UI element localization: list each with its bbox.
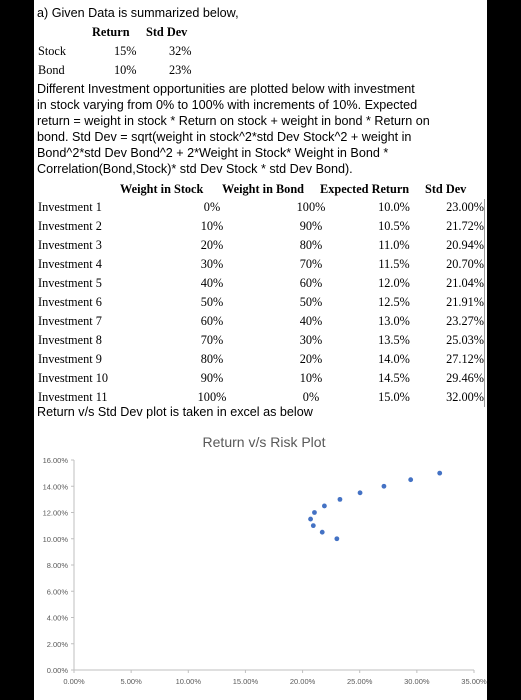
chart-intro-line: Return v/s Std Dev plot is taken in excel as below (37, 405, 313, 419)
x-tick-label: 20.00% (289, 677, 316, 686)
table-cell-weight-stock: 20% (200, 238, 224, 252)
table-cell-expected-return: 15.0% (378, 390, 410, 404)
table-cell-weight-bond: 80% (299, 238, 323, 252)
x-tick-label: 30.00% (404, 677, 430, 686)
table-cell-weight-stock: 90% (200, 371, 224, 385)
return-risk-scatter-chart (34, 430, 487, 700)
x-tick-label: 15.00% (232, 677, 259, 686)
summary-row-label: Stock (38, 44, 67, 58)
data-point (408, 477, 413, 482)
paragraph-line: Different Investment opportunities are plotted below with investment (37, 82, 415, 96)
table-cell-weight-bond: 90% (299, 219, 323, 233)
table-cell-std-dev: 25.03% (446, 333, 484, 347)
y-tick-label: 0.00% (46, 666, 68, 675)
table-cell-std-dev: 23.00% (446, 200, 484, 214)
table-cell-std-dev: 32.00% (446, 390, 484, 404)
table-cell-weight-bond: 0% (302, 390, 320, 404)
data-point (312, 510, 317, 515)
table-cell-label: Investment 7 (38, 314, 102, 328)
table-cell-weight-stock: 70% (200, 333, 224, 347)
table-cell-label: Investment 9 (38, 352, 102, 366)
table-cell-weight-stock: 50% (200, 295, 224, 309)
table-cell-expected-return: 14.0% (378, 352, 410, 366)
table-cell-label: Investment 5 (38, 276, 102, 290)
data-point (334, 536, 339, 541)
table-cell-expected-return: 11.0% (378, 238, 410, 252)
table-cell-expected-return: 12.0% (378, 276, 410, 290)
table-cell-weight-bond: 60% (299, 276, 323, 290)
data-point (358, 490, 363, 495)
paragraph-line: Correlation(Bond,Stock)* std Dev Stock * std Dev Bond). (37, 162, 353, 176)
table-cell-std-dev: 27.12% (446, 352, 484, 366)
paragraph-line: Bond^2*std Dev Bond^2 + 2*Weight in Stock* Weight in Bond * (37, 146, 389, 160)
table-cell-weight-bond: 10% (299, 371, 323, 385)
x-tick-label: 35.00% (461, 677, 487, 686)
table-cell-weight-stock: 80% (200, 352, 224, 366)
document-page (34, 0, 487, 700)
paragraph-line: bond. Std Dev = sqrt(weight in stock^2*std Dev Stock^2 + weight in (37, 130, 412, 144)
paragraph-line: in stock varying from 0% to 100% with increments of 10%. Expected (37, 98, 418, 112)
summary-row-return: 15% (114, 44, 137, 58)
table-cell-label: Investment 6 (38, 295, 102, 309)
x-tick-label: 5.00% (120, 677, 142, 686)
data-point (311, 523, 316, 528)
y-tick-label: 10.00% (42, 534, 68, 544)
x-tick-label: 0.00% (63, 677, 85, 686)
table-cell-expected-return: 13.5% (378, 333, 410, 347)
y-tick-label: 8.00% (46, 561, 68, 570)
table-cell-weight-stock: 10% (200, 219, 224, 233)
data-point (437, 471, 442, 476)
table-cell-weight-bond: 30% (299, 333, 323, 347)
summary-row-std: 23% (169, 63, 192, 77)
table-cell-expected-return: 10.0% (378, 200, 410, 214)
table-cell-std-dev: 21.91% (446, 295, 484, 309)
table-cell-expected-return: 14.5% (378, 371, 410, 385)
table-border (484, 199, 485, 407)
x-tick-label: 10.00% (175, 677, 202, 686)
summary-row-return: 10% (114, 63, 137, 77)
data-point (338, 497, 343, 502)
table-cell-label: Investment 8 (38, 333, 102, 347)
y-tick-label: 14.00% (42, 482, 68, 492)
intro-line: a) Given Data is summarized below, (37, 6, 239, 20)
table-header-expected-return: Expected Return (320, 182, 410, 196)
table-cell-label: Investment 2 (38, 219, 102, 233)
table-cell-std-dev: 29.46% (446, 371, 484, 385)
table-cell-std-dev: 23.27% (446, 314, 484, 328)
table-cell-label: Investment 10 (38, 371, 109, 385)
data-point (382, 484, 387, 489)
y-tick-label: 4.00% (46, 613, 68, 623)
table-cell-label: Investment 1 (38, 200, 102, 214)
table-header-weight-stock: Weight in Stock (120, 182, 204, 196)
chart-title: Return v/s Risk Plot (202, 434, 326, 450)
table-cell-expected-return: 13.0% (378, 314, 410, 328)
table-cell-weight-stock: 40% (200, 276, 224, 290)
table-cell-expected-return: 12.5% (378, 295, 410, 309)
table-cell-weight-bond: 40% (299, 314, 323, 328)
data-point (320, 530, 325, 535)
table-cell-weight-stock: 30% (200, 257, 224, 271)
x-tick-label: 25.00% (346, 677, 373, 686)
table-cell-weight-bond: 100% (296, 200, 326, 214)
table-header-weight-bond: Weight in Bond (222, 182, 305, 196)
summary-header-return: Return (92, 25, 130, 39)
table-cell-expected-return: 11.5% (378, 257, 410, 271)
table-cell-weight-bond: 20% (299, 352, 323, 366)
y-tick-label: 2.00% (46, 639, 68, 649)
summary-row-std: 32% (169, 44, 192, 58)
table-cell-std-dev: 20.94% (446, 238, 484, 252)
table-header-std-dev: Std Dev (425, 182, 467, 196)
table-cell-weight-bond: 70% (299, 257, 323, 271)
table-cell-weight-stock: 60% (200, 314, 224, 328)
table-cell-std-dev: 21.72% (446, 219, 484, 233)
data-point (322, 504, 327, 509)
table-cell-label: Investment 3 (38, 238, 102, 252)
table-cell-weight-stock: 100% (197, 390, 227, 404)
y-tick-label: 12.00% (42, 508, 68, 518)
data-point (308, 517, 313, 522)
summary-row-label: Bond (38, 63, 65, 77)
table-cell-label: Investment 4 (38, 257, 102, 271)
table-cell-weight-bond: 50% (299, 295, 323, 309)
table-cell-label: Investment 11 (38, 390, 108, 404)
table-cell-expected-return: 10.5% (378, 219, 410, 233)
table-cell-weight-stock: 0% (203, 200, 221, 214)
table-cell-std-dev: 21.04% (446, 276, 484, 290)
summary-header-std: Std Dev (146, 25, 188, 39)
paragraph-line: return = weight in stock * Return on stock + weight in bond * Return on (37, 114, 430, 128)
table-cell-std-dev: 20.70% (446, 257, 484, 271)
y-tick-label: 16.00% (42, 456, 68, 465)
y-tick-label: 6.00% (46, 587, 68, 597)
